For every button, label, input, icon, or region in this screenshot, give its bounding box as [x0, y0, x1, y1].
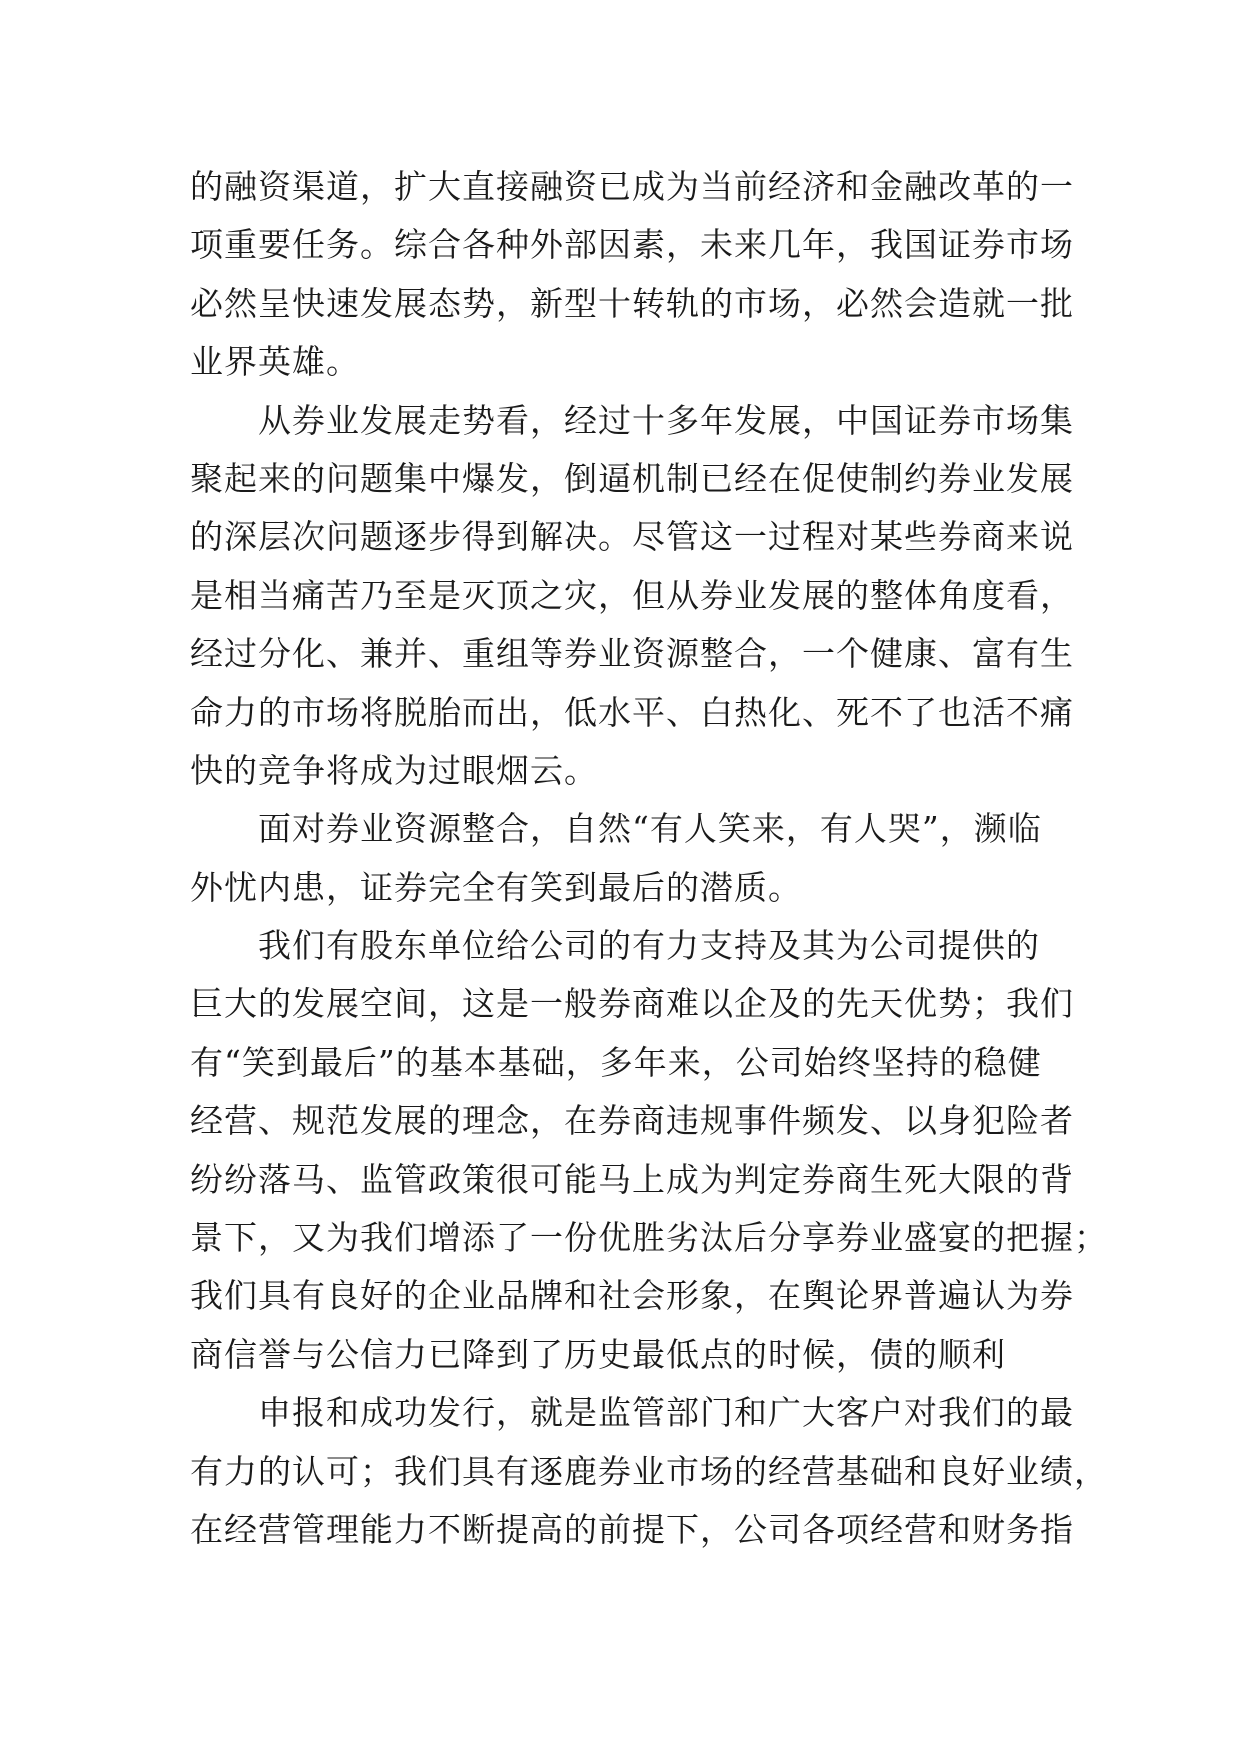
text-line: 命力的市场将脱胎而出，低水平、白热化、死不了也活不痛 — [190, 692, 1074, 732]
text-line: 业界英雄。 — [190, 342, 360, 382]
text-line: 外忧内患，证券完全有笑到最后的潜质。 — [190, 867, 802, 907]
text-line: 必然呈快速发展态势，新型十转轨的市场，必然会造就一批 — [190, 283, 1074, 323]
text-line: 商信誉与公信力已降到了历史最低点的时候，债的顺利 — [190, 1334, 1006, 1374]
text-line: 项重要任务。综合各种外部因素，未来几年，我国证券市场 — [190, 225, 1074, 265]
text-line: 从券业发展走势看，经过十多年发展，中国证券市场集 — [258, 400, 1074, 440]
text-line: 快的竞争将成为过眼烟云。 — [190, 750, 598, 790]
text-line: 纷纷落马、监管政策很可能马上成为判定券商生死大限的背 — [190, 1159, 1074, 1199]
paragraph-1 — [190, 158, 1074, 392]
text-line: 是相当痛苦乃至是灭顶之灾，但从券业发展的整体角度看， — [190, 575, 1074, 615]
text-line: 经过分化、兼并、重组等券业资源整合，一个健康、富有生 — [190, 634, 1074, 674]
paragraph-2 — [190, 392, 1074, 801]
text-line: 在经营管理能力不断提高的前提下，公司各项经营和财务指 — [190, 1509, 1074, 1549]
paragraph-5 — [190, 1384, 1108, 1559]
text-line: 申报和成功发行，就是监管部门和广大客户对我们的最 — [258, 1393, 1074, 1433]
text-line: 面对券业资源整合，自然“有人笑来，有人哭”，濒临 — [258, 809, 1042, 849]
text-line: 聚起来的问题集中爆发，倒逼机制已经在促使制约券业发展 — [190, 458, 1074, 498]
text-line: 有力的认可；我们具有逐鹿券业市场的经营基础和良好业绩， — [190, 1451, 1108, 1491]
text-line: 的深层次问题逐步得到解决。尽管这一过程对某些券商来说 — [190, 517, 1074, 557]
text-line: 景下，又为我们增添了一份优胜劣汰后分享券业盛宴的把握； — [190, 1218, 1108, 1258]
paragraph-4 — [190, 917, 1108, 1384]
text-line: 的融资渠道，扩大直接融资已成为当前经济和金融改革的一 — [190, 167, 1074, 206]
body-text — [190, 158, 1108, 1559]
paragraph-3 — [190, 800, 1050, 917]
text-line: 有“笑到最后”的基本基础，多年来，公司始终坚持的稳健 — [190, 1042, 1042, 1082]
text-line: 我们有股东单位给公司的有力支持及其为公司提供的 — [258, 926, 1040, 966]
text-line: 巨大的发展空间，这是一般券商难以企及的先天优势；我们 — [190, 984, 1074, 1024]
text-line: 经营、规范发展的理念，在券商违规事件频发、以身犯险者 — [190, 1101, 1074, 1141]
text-line: 我们具有良好的企业品牌和社会形象，在舆论界普遍认为券 — [190, 1276, 1074, 1316]
